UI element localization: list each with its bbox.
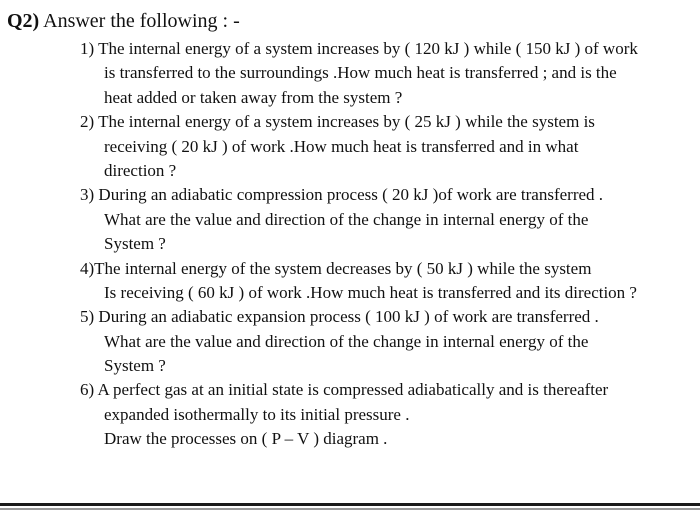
question-number: Q2) — [7, 10, 40, 32]
sub-question-4-line-2: Is receiving ( 60 kJ ) of work .How much heat is transferred and its direction ? — [104, 282, 637, 302]
sub-question-4 — [80, 257, 698, 306]
sub-question-6 — [80, 378, 698, 451]
sub-question-list — [80, 37, 698, 452]
sub-question-2-line-2: receiving ( 20 kJ ) of work .How much heat is transferred and in what — [104, 136, 579, 156]
sub-question-2 — [80, 110, 698, 183]
sub-question-3 — [80, 183, 698, 256]
bottom-divider — [0, 503, 700, 506]
sub-question-5-line-3: System ? — [104, 356, 166, 376]
sub-question-6-line-2: expanded isothermally to its initial pressure . — [104, 404, 410, 424]
sub-question-1-line-1: 1) The internal energy of a system increases by ( 120 kJ ) while ( 150 kJ ) of work — [80, 39, 638, 58]
sub-question-1-line-2: is transferred to the surroundings .How much heat is transferred ; and is the — [104, 63, 617, 83]
sub-question-5-line-2: What are the value and direction of the change in internal energy of the — [104, 331, 589, 351]
sub-question-5 — [80, 305, 698, 378]
sub-question-1-line-3: heat added or taken away from the system ? — [104, 87, 403, 107]
sub-question-3-line-2: What are the value and direction of the change in internal energy of the — [104, 209, 589, 229]
sub-question-3-line-1: 3) During an adiabatic compression process ( 20 kJ )of work are transferred . — [80, 185, 604, 205]
sub-question-2-line-1: 2) The internal energy of a system increases by ( 25 kJ ) while the system is — [80, 112, 595, 132]
question-instruction: Answer the following : - — [43, 10, 240, 32]
sub-question-1 — [80, 37, 698, 110]
question-heading — [7, 8, 240, 34]
sub-question-2-line-3: direction ? — [104, 160, 177, 180]
sub-question-5-line-1: 5) During an adiabatic expansion process ( 100 kJ ) of work are transferred . — [80, 307, 599, 327]
sub-question-4-line-1: 4)The internal energy of the system decreases by ( 50 kJ ) while the system — [80, 258, 592, 278]
bottom-divider-shadow — [0, 508, 700, 510]
sub-question-3-line-3: System ? — [104, 234, 166, 254]
sub-question-6-line-3: Draw the processes on ( P – V ) diagram . — [104, 429, 388, 449]
sub-question-6-line-1: 6) A perfect gas at an initial state is compressed adiabatically and is thereafter — [80, 380, 609, 400]
